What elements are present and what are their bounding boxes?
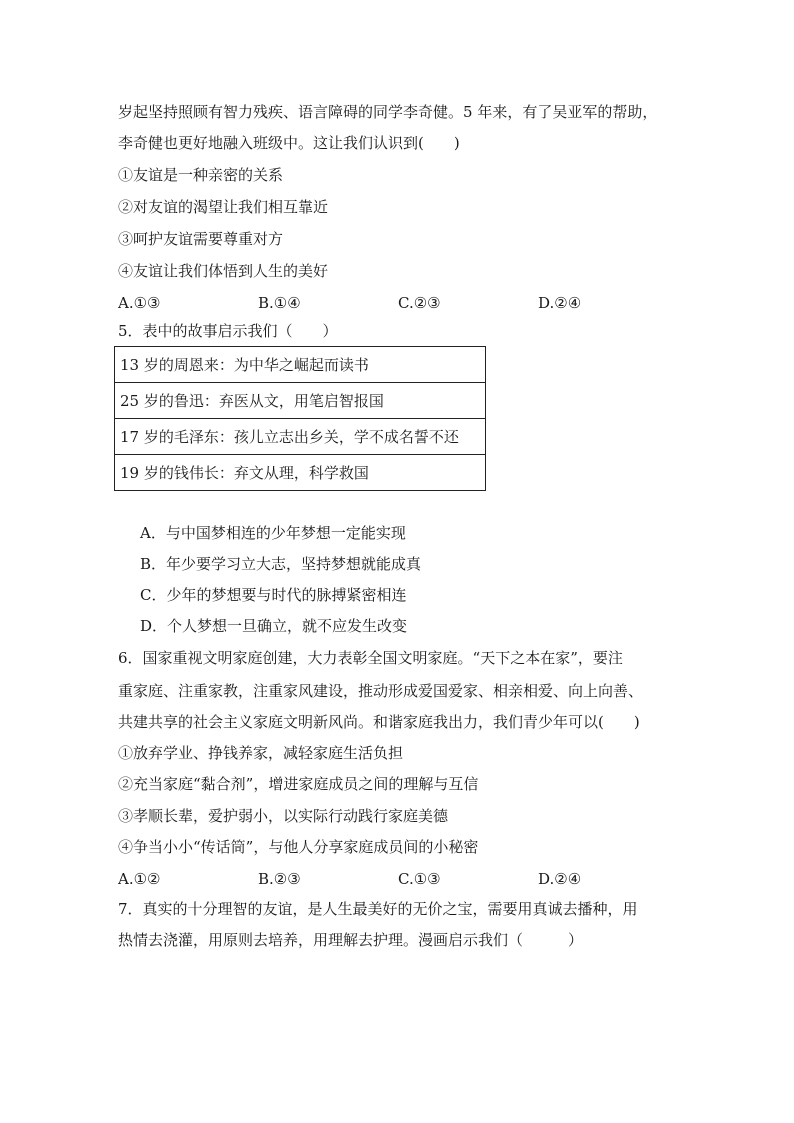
- q7-stem-line-2: 热情去浇灌，用原则去培养，用理解去护理。漫画启示我们（ ）: [118, 931, 584, 949]
- q6-option-c[interactable]: C.①③: [398, 870, 441, 888]
- q5-stem: 5．表中的故事启示我们（ ）: [118, 322, 338, 340]
- q6-option-a[interactable]: A.①②: [118, 870, 161, 888]
- q6-item-1: ①放弃学业、挣钱养家，减轻家庭生活负担: [118, 744, 404, 762]
- table-cell: 19 岁的钱伟长：弃文从理，科学救国: [115, 455, 486, 491]
- table-row: [115, 383, 486, 419]
- q7-stem-line-1: 7．真实的十分理智的友谊，是人生最美好的无价之宝，需要用真诚去播种，用: [118, 900, 638, 918]
- q6-item-4: ④争当小小“传话筒”，与他人分享家庭成员间的小秘密: [118, 838, 479, 856]
- table-cell: 25 岁的鲁迅：弃医从文，用笔启智报国: [115, 383, 486, 419]
- q4-option-a[interactable]: A.①③: [118, 294, 161, 312]
- table-cell: 17 岁的毛泽东：孩儿立志出乡关，学不成名誓不还: [115, 419, 486, 455]
- q6-stem-line-1: 6．国家重视文明家庭创建，大力表彰全国文明家庭。“天下之本在家”，要注: [118, 649, 623, 667]
- q4-item-2: ②对友谊的渴望让我们相互靠近: [118, 198, 329, 216]
- table-row: [115, 419, 486, 455]
- q4-item-4: ④友谊让我们体悟到人生的美好: [118, 262, 329, 280]
- q4-option-c[interactable]: C.②③: [398, 294, 441, 312]
- q5-option-c[interactable]: C．少年的梦想要与时代的脉搏紧密相连: [140, 586, 407, 604]
- q4-option-b[interactable]: B.①④: [258, 294, 301, 312]
- q4-option-d[interactable]: D.②④: [538, 294, 582, 312]
- table-row: [115, 347, 486, 383]
- table-row: [115, 455, 486, 491]
- q6-item-2: ②充当家庭“黏合剂”，增进家庭成员之间的理解与互信: [118, 775, 479, 793]
- q4-stem-line-1: 岁起坚持照顾有智力残疾、语言障碍的同学李奇健。5 年来，有了吴亚军的帮助，: [118, 103, 658, 121]
- q6-option-d[interactable]: D.②④: [538, 870, 582, 888]
- table-cell: 13 岁的周恩来：为中华之崛起而读书: [115, 347, 486, 383]
- q4-item-1: ①友谊是一种亲密的关系: [118, 166, 284, 184]
- q4-stem-line-2: 李奇健也更好地融入班级中。这让我们认识到( ): [118, 134, 460, 152]
- q6-stem-line-3: 共建共享的社会主义家庭文明新风尚。和谐家庭我出力，我们青少年可以( ): [118, 713, 640, 731]
- q6-option-b[interactable]: B.②③: [258, 870, 301, 888]
- q6-item-3: ③孝顺长辈，爱护弱小，以实际行动践行家庭美德: [118, 807, 449, 825]
- q5-option-a[interactable]: A．与中国梦相连的少年梦想一定能实现: [140, 524, 406, 542]
- q4-item-3: ③呵护友谊需要尊重对方: [118, 230, 284, 248]
- q6-stem-line-2: 重家庭、注重家教，注重家风建设，推动形成爱国爱家、相亲相爱、向上向善、: [118, 682, 644, 700]
- q5-story-table: [114, 346, 486, 491]
- q5-option-b[interactable]: B．年少要学习立大志，坚持梦想就能成真: [140, 555, 422, 573]
- q5-option-d[interactable]: D．个人梦想一旦确立，就不应发生改变: [140, 617, 408, 635]
